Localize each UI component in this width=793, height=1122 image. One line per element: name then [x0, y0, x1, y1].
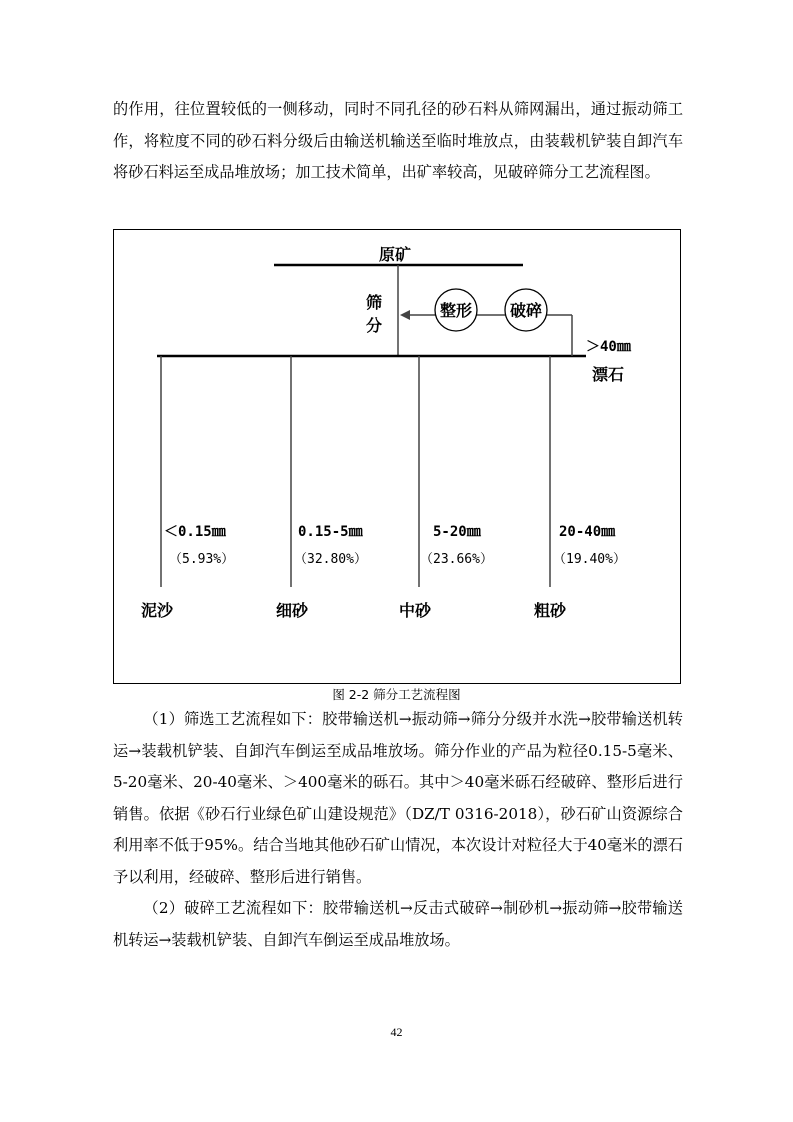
product-size-mud: ＜0.15㎜	[164, 524, 226, 540]
shaping-label: 整形	[439, 301, 473, 320]
page-number: 42	[390, 1025, 403, 1039]
product-name-mud: 泥沙	[141, 601, 174, 620]
intro-paragraph-block	[113, 94, 683, 189]
raw-ore-label: 原矿	[379, 245, 412, 264]
crushing-label: 破碎	[509, 301, 543, 320]
figure-caption: 图 2-2 筛分工艺流程图	[332, 687, 461, 702]
screening-char-2: 分	[366, 316, 383, 335]
product-size-coarse: 20-40㎜	[559, 524, 616, 540]
product-percent-coarse: （19.40%）	[553, 552, 626, 567]
recycle-arrowhead	[400, 310, 410, 320]
crushing-process-paragraph: （2）破碎工艺流程如下：胶带输送机→反击式破碎→制砂机→振动筛→胶带输送机转运→装载机铲装、自卸汽车倒运至成品堆放场。	[113, 899, 683, 949]
screening-process-paragraph: （1）筛选工艺流程如下：胶带输送机→振动筛→筛分分级并水洗→胶带输送机转运→装载机铲装、自卸汽车倒运至成品堆放场。筛分作业的产品为粒径0.15-5毫米、5-20毫米、20-40毫米、＞400毫米的砾石。其中＞40毫米砾石经破碎、整形后进行销售。依据《砂石行业绿色矿山建设规范》（DZ/T 0316-2018），砂石矿山资源综合利用率不低于95%。结合当地其他砂石矿山情况，本次设计对粒径大于40毫米的漂石予以利用，经破碎、整形后进行销售。	[113, 710, 683, 886]
intro-paragraph: 的作用，往位置较低的一侧移动，同时不同孔径的砂石料从筛网漏出，通过振动筛工作，将粒度不同的砂石料分级后由输送机输送至临时堆放点，由装载机铲装自卸汽车将砂石料运至成品堆放场；加工技术简单，出矿率较高，见破碎筛分工艺流程图。	[113, 100, 683, 181]
product-percent-fine: （32.80%）	[294, 552, 367, 567]
product-name-medium: 中砂	[399, 601, 432, 620]
oversize-label: ＞40㎜	[586, 339, 631, 355]
product-name-coarse: 粗砂	[534, 601, 567, 620]
screening-char-1: 筛	[366, 293, 383, 312]
flow-diagram	[113, 229, 681, 684]
flow-diagram-svg	[114, 230, 680, 683]
product-size-medium: 5-20㎜	[433, 524, 481, 540]
body-paragraphs	[113, 704, 683, 956]
product-percent-medium: （23.66%）	[420, 552, 493, 567]
product-size-fine: 0.15-5㎜	[298, 524, 363, 540]
boulder-label: 漂石	[592, 365, 625, 384]
product-percent-mud: （5.93%）	[169, 552, 235, 567]
product-name-fine: 细砂	[276, 601, 309, 620]
